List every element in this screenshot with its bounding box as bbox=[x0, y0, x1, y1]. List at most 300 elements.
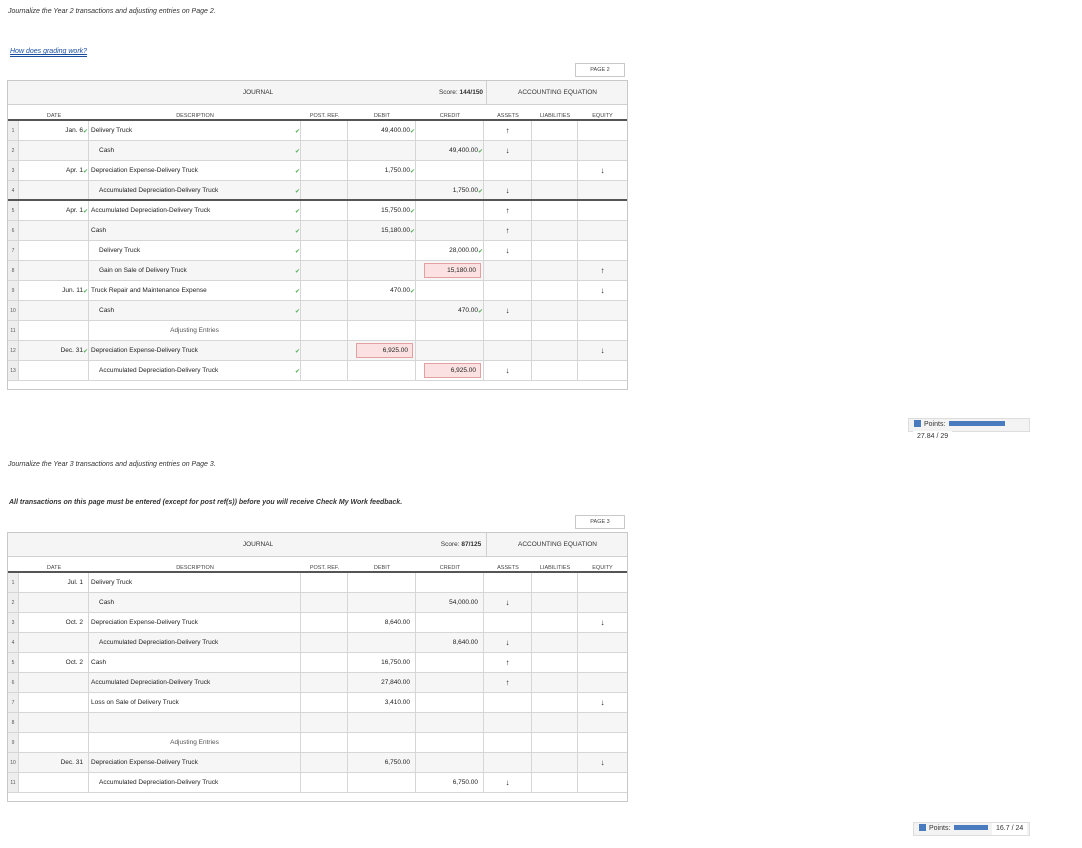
date-value: Dec. 31 bbox=[60, 759, 83, 766]
description-input[interactable] bbox=[89, 573, 301, 592]
date-value: Jan. 6 bbox=[65, 127, 83, 134]
debit-input[interactable] bbox=[348, 753, 416, 772]
assets-select[interactable] bbox=[484, 201, 532, 220]
credit-input[interactable] bbox=[416, 321, 484, 340]
row-number: 2 bbox=[8, 593, 19, 612]
date-input[interactable] bbox=[19, 593, 89, 612]
journal-row bbox=[8, 573, 627, 593]
description-input[interactable] bbox=[89, 241, 301, 260]
liabilities-select[interactable] bbox=[532, 713, 578, 732]
description-value: Adjusting Entries bbox=[170, 739, 219, 746]
description-value: Accumulated Depreciation-Delivery Truck bbox=[99, 639, 219, 646]
journal-row bbox=[8, 261, 627, 281]
description-input[interactable] bbox=[89, 713, 301, 732]
row-number: 12 bbox=[8, 341, 19, 360]
check-icon: ✔ bbox=[477, 249, 483, 255]
liabilities-select[interactable] bbox=[532, 733, 578, 752]
row-number: 6 bbox=[8, 221, 19, 240]
equity-select[interactable] bbox=[578, 753, 627, 772]
date-input[interactable] bbox=[19, 713, 89, 732]
post-ref-input[interactable] bbox=[301, 341, 348, 360]
description-input[interactable] bbox=[89, 301, 301, 320]
assets-select[interactable] bbox=[484, 613, 532, 632]
equity-select[interactable] bbox=[578, 161, 627, 180]
arrow-down-icon: ↓ bbox=[600, 166, 605, 175]
date-input[interactable] bbox=[19, 241, 89, 260]
journal-row bbox=[8, 141, 627, 161]
equity-select[interactable] bbox=[578, 221, 627, 240]
description-value: Cash bbox=[91, 659, 107, 666]
flag-icon bbox=[919, 824, 926, 831]
points-value: 16.7 / 24 bbox=[992, 823, 1027, 835]
debit-input[interactable] bbox=[348, 121, 416, 140]
date-input[interactable] bbox=[19, 653, 89, 672]
row-number: 9 bbox=[8, 281, 19, 300]
assets-select[interactable] bbox=[484, 573, 532, 592]
credit-input[interactable] bbox=[416, 201, 484, 220]
date-input[interactable] bbox=[19, 633, 89, 652]
post-ref-input[interactable] bbox=[301, 321, 348, 340]
equity-select[interactable] bbox=[578, 653, 627, 672]
equity-select[interactable] bbox=[578, 713, 627, 732]
arrow-down-icon: ↓ bbox=[505, 638, 510, 647]
assets-select[interactable] bbox=[484, 221, 532, 240]
check-icon: ✔ bbox=[294, 309, 300, 315]
check-icon: ✔ bbox=[294, 289, 300, 295]
description-input[interactable] bbox=[89, 221, 301, 240]
description-input[interactable] bbox=[89, 613, 301, 632]
debit-input[interactable] bbox=[348, 653, 416, 672]
credit-input[interactable] bbox=[416, 633, 484, 652]
date-value: Apr. 1 bbox=[66, 207, 83, 214]
description-value: Depreciation Expense-Delivery Truck bbox=[91, 619, 198, 626]
debit-input[interactable] bbox=[348, 361, 416, 380]
assets-select[interactable] bbox=[484, 693, 532, 712]
row-number: 11 bbox=[8, 773, 19, 792]
amount-value: 470.00 bbox=[390, 287, 410, 294]
debit-input[interactable] bbox=[348, 141, 416, 160]
row-number: 7 bbox=[8, 241, 19, 260]
liabilities-select[interactable] bbox=[532, 773, 578, 792]
journal-row bbox=[8, 301, 627, 321]
assets-select[interactable] bbox=[484, 713, 532, 732]
post-ref-input[interactable] bbox=[301, 673, 348, 692]
credit-input[interactable] bbox=[416, 733, 484, 752]
liabilities-select[interactable] bbox=[532, 241, 578, 260]
post-ref-input[interactable] bbox=[301, 573, 348, 592]
description-input[interactable] bbox=[89, 321, 301, 340]
post-ref-input[interactable] bbox=[301, 613, 348, 632]
check-icon: ✔ bbox=[82, 349, 88, 355]
assets-select[interactable] bbox=[484, 733, 532, 752]
equity-select[interactable] bbox=[578, 693, 627, 712]
equity-select[interactable] bbox=[578, 281, 627, 300]
check-icon: ✔ bbox=[294, 369, 300, 375]
assets-select[interactable] bbox=[484, 673, 532, 692]
debit-input[interactable] bbox=[348, 181, 416, 199]
credit-input[interactable] bbox=[416, 181, 484, 199]
post-ref-input[interactable] bbox=[301, 141, 348, 160]
assets-select[interactable] bbox=[484, 753, 532, 772]
date-input[interactable] bbox=[19, 773, 89, 792]
description-input[interactable] bbox=[89, 693, 301, 712]
credit-input[interactable] bbox=[416, 613, 484, 632]
journal-row bbox=[8, 221, 627, 241]
debit-input[interactable] bbox=[348, 281, 416, 300]
equity-select[interactable] bbox=[578, 573, 627, 592]
liabilities-select[interactable] bbox=[532, 281, 578, 300]
incorrect-entry[interactable]: 6,925.00 bbox=[424, 363, 481, 378]
description-input[interactable] bbox=[89, 653, 301, 672]
amount-value: 15,180.00 bbox=[381, 227, 410, 234]
row-number: 11 bbox=[8, 321, 19, 340]
liabilities-select[interactable] bbox=[532, 613, 578, 632]
description-value: Adjusting Entries bbox=[170, 327, 219, 334]
arrow-down-icon: ↓ bbox=[505, 186, 510, 195]
debit-input[interactable] bbox=[348, 613, 416, 632]
description-input[interactable] bbox=[89, 281, 301, 300]
date-input[interactable] bbox=[19, 121, 89, 140]
post-ref-input[interactable] bbox=[301, 633, 348, 652]
credit-input[interactable] bbox=[416, 693, 484, 712]
description-value: Accumulated Depreciation-Delivery Truck bbox=[99, 367, 219, 374]
description-input[interactable] bbox=[89, 201, 301, 220]
assets-select[interactable] bbox=[484, 341, 532, 360]
journal-page2 bbox=[7, 80, 628, 390]
post-ref-input[interactable] bbox=[301, 733, 348, 752]
check-icon: ✔ bbox=[294, 269, 300, 275]
score-label: Score: bbox=[438, 89, 458, 96]
credit-input[interactable] bbox=[416, 161, 484, 180]
equity-select[interactable] bbox=[578, 773, 627, 792]
incorrect-entry[interactable]: 6,925.00 bbox=[356, 343, 413, 358]
description-input[interactable] bbox=[89, 181, 301, 199]
equity-select[interactable] bbox=[578, 361, 627, 380]
check-icon: ✔ bbox=[294, 249, 300, 255]
incorrect-entry[interactable]: 15,180.00 bbox=[424, 263, 481, 278]
credit-input[interactable] bbox=[416, 653, 484, 672]
debit-input[interactable] bbox=[348, 733, 416, 752]
journal-row bbox=[8, 281, 627, 301]
credit-input[interactable] bbox=[416, 593, 484, 612]
date-input[interactable] bbox=[19, 361, 89, 380]
arrow-down-icon: ↓ bbox=[505, 246, 510, 255]
arrow-down-icon: ↓ bbox=[505, 146, 510, 155]
liabilities-select[interactable] bbox=[532, 261, 578, 280]
equity-select[interactable] bbox=[578, 341, 627, 360]
journal-page3 bbox=[7, 532, 628, 802]
post-ref-input[interactable] bbox=[301, 773, 348, 792]
post-ref-input[interactable] bbox=[301, 361, 348, 380]
journal-rows bbox=[8, 573, 627, 793]
journal-row bbox=[8, 753, 627, 773]
check-icon: ✔ bbox=[82, 169, 88, 175]
description-value: Cash bbox=[99, 307, 115, 314]
post-ref-input[interactable] bbox=[301, 261, 348, 280]
assets-select[interactable] bbox=[484, 653, 532, 672]
post-ref-input[interactable] bbox=[301, 281, 348, 300]
date-input[interactable] bbox=[19, 341, 89, 360]
debit-input[interactable] bbox=[348, 693, 416, 712]
date-input[interactable] bbox=[19, 693, 89, 712]
credit-input[interactable] bbox=[416, 753, 484, 772]
col-assets: ASSETS bbox=[497, 565, 519, 571]
assets-select[interactable] bbox=[484, 181, 532, 199]
row-number: 6 bbox=[8, 673, 19, 692]
equity-select[interactable] bbox=[578, 633, 627, 652]
row-number: 4 bbox=[8, 633, 19, 652]
arrow-up-icon: ↑ bbox=[505, 206, 510, 215]
equity-select[interactable] bbox=[578, 321, 627, 340]
liabilities-select[interactable] bbox=[532, 301, 578, 320]
grading-help-link[interactable]: How does grading work? bbox=[10, 48, 88, 55]
amount-value: 8,640.00 bbox=[384, 619, 410, 626]
credit-input[interactable] bbox=[416, 773, 484, 792]
date-input[interactable] bbox=[19, 573, 89, 592]
liabilities-select[interactable] bbox=[532, 141, 578, 160]
score-value: 144/150 bbox=[459, 89, 484, 96]
equity-select[interactable] bbox=[578, 593, 627, 612]
assets-select[interactable] bbox=[484, 241, 532, 260]
description-input[interactable] bbox=[89, 261, 301, 280]
liabilities-select[interactable] bbox=[532, 321, 578, 340]
description-value: Cash bbox=[91, 227, 107, 234]
post-ref-input[interactable] bbox=[301, 161, 348, 180]
arrow-down-icon: ↓ bbox=[600, 618, 605, 627]
check-icon: ✔ bbox=[82, 129, 88, 135]
post-ref-input[interactable] bbox=[301, 753, 348, 772]
description-input[interactable] bbox=[89, 121, 301, 140]
row-number: 3 bbox=[8, 161, 19, 180]
row-number: 1 bbox=[8, 121, 19, 140]
amount-value: 470.00 bbox=[458, 307, 478, 314]
liabilities-select[interactable] bbox=[532, 653, 578, 672]
post-ref-input[interactable] bbox=[301, 201, 348, 220]
col-post-ref: POST. REF. bbox=[309, 113, 340, 119]
description-input[interactable] bbox=[89, 593, 301, 612]
post-ref-input[interactable] bbox=[301, 301, 348, 320]
date-input[interactable] bbox=[19, 673, 89, 692]
debit-input[interactable] bbox=[348, 633, 416, 652]
description-value: Cash bbox=[99, 147, 115, 154]
description-value: Accumulated Depreciation-Delivery Truck bbox=[99, 187, 219, 194]
date-input[interactable] bbox=[19, 301, 89, 320]
assets-select[interactable] bbox=[484, 121, 532, 140]
credit-input[interactable] bbox=[416, 713, 484, 732]
credit-input[interactable] bbox=[416, 261, 484, 280]
description-input[interactable] bbox=[89, 361, 301, 380]
debit-input[interactable] bbox=[348, 341, 416, 360]
debit-input[interactable] bbox=[348, 161, 416, 180]
description-input[interactable] bbox=[89, 733, 301, 752]
credit-input[interactable] bbox=[416, 301, 484, 320]
description-input[interactable] bbox=[89, 341, 301, 360]
score-value: 87/125 bbox=[461, 541, 482, 548]
liabilities-select[interactable] bbox=[532, 593, 578, 612]
post-ref-input[interactable] bbox=[301, 121, 348, 140]
liabilities-select[interactable] bbox=[532, 121, 578, 140]
arrow-up-icon: ↑ bbox=[600, 266, 605, 275]
credit-input[interactable] bbox=[416, 221, 484, 240]
accounting-equation-header: ACCOUNTING EQUATION bbox=[486, 533, 628, 556]
debit-input[interactable] bbox=[348, 261, 416, 280]
description-value: Accumulated Depreciation-Delivery Truck bbox=[91, 207, 211, 214]
post-ref-input[interactable] bbox=[301, 221, 348, 240]
amount-value: 8,640.00 bbox=[452, 639, 478, 646]
col-description: DESCRIPTION bbox=[176, 565, 214, 571]
liabilities-select[interactable] bbox=[532, 221, 578, 240]
equity-select[interactable] bbox=[578, 201, 627, 220]
debit-input[interactable] bbox=[348, 773, 416, 792]
liabilities-select[interactable] bbox=[532, 753, 578, 772]
check-work-notice: All transactions on this page must be entered (except for post ref(s)) before you will receive Check My Work feedback. bbox=[9, 499, 403, 506]
debit-input[interactable] bbox=[348, 713, 416, 732]
credit-input[interactable] bbox=[416, 281, 484, 300]
description-input[interactable] bbox=[89, 773, 301, 792]
description-value: Delivery Truck bbox=[91, 127, 133, 134]
equity-select[interactable] bbox=[578, 261, 627, 280]
points-value: 27.84 / 29 bbox=[913, 431, 952, 443]
assets-select[interactable] bbox=[484, 161, 532, 180]
page2-label: PAGE 2 bbox=[575, 63, 625, 77]
equity-select[interactable] bbox=[578, 613, 627, 632]
credit-input[interactable] bbox=[416, 241, 484, 260]
check-icon: ✔ bbox=[294, 189, 300, 195]
equity-select[interactable] bbox=[578, 301, 627, 320]
check-icon: ✔ bbox=[477, 189, 483, 195]
liabilities-select[interactable] bbox=[532, 181, 578, 199]
date-input[interactable] bbox=[19, 261, 89, 280]
credit-input[interactable] bbox=[416, 121, 484, 140]
assets-select[interactable] bbox=[484, 301, 532, 320]
date-input[interactable] bbox=[19, 281, 89, 300]
date-input[interactable] bbox=[19, 201, 89, 220]
accounting-equation-header: ACCOUNTING EQUATION bbox=[486, 81, 628, 104]
equity-select[interactable] bbox=[578, 141, 627, 160]
credit-input[interactable] bbox=[416, 341, 484, 360]
post-ref-input[interactable] bbox=[301, 653, 348, 672]
liabilities-select[interactable] bbox=[532, 573, 578, 592]
points-label: Points: bbox=[929, 825, 951, 832]
arrow-down-icon: ↓ bbox=[600, 346, 605, 355]
debit-input[interactable] bbox=[348, 321, 416, 340]
date-input[interactable] bbox=[19, 141, 89, 160]
assets-select[interactable] bbox=[484, 773, 532, 792]
check-icon: ✔ bbox=[294, 149, 300, 155]
date-value: Dec. 31 bbox=[60, 347, 83, 354]
liabilities-select[interactable] bbox=[532, 633, 578, 652]
equity-select[interactable] bbox=[578, 121, 627, 140]
debit-input[interactable] bbox=[348, 593, 416, 612]
check-icon: ✔ bbox=[409, 209, 415, 215]
debit-input[interactable] bbox=[348, 301, 416, 320]
date-input[interactable] bbox=[19, 221, 89, 240]
arrow-down-icon: ↓ bbox=[600, 758, 605, 767]
assets-select[interactable] bbox=[484, 281, 532, 300]
date-input[interactable] bbox=[19, 321, 89, 340]
debit-input[interactable] bbox=[348, 673, 416, 692]
credit-input[interactable] bbox=[416, 361, 484, 380]
check-icon: ✔ bbox=[409, 289, 415, 295]
date-input[interactable] bbox=[19, 181, 89, 199]
col-credit: CREDIT bbox=[439, 565, 461, 571]
assets-select[interactable] bbox=[484, 633, 532, 652]
liabilities-select[interactable] bbox=[532, 673, 578, 692]
description-input[interactable] bbox=[89, 141, 301, 160]
post-ref-input[interactable] bbox=[301, 593, 348, 612]
amount-value: 27,840.00 bbox=[381, 679, 410, 686]
post-ref-input[interactable] bbox=[301, 181, 348, 199]
liabilities-select[interactable] bbox=[532, 341, 578, 360]
assets-select[interactable] bbox=[484, 141, 532, 160]
equity-select[interactable] bbox=[578, 241, 627, 260]
assets-select[interactable] bbox=[484, 593, 532, 612]
assets-select[interactable] bbox=[484, 261, 532, 280]
date-value: Oct. 2 bbox=[65, 619, 83, 626]
assets-select[interactable] bbox=[484, 321, 532, 340]
col-debit: DEBIT bbox=[373, 565, 391, 571]
assets-select[interactable] bbox=[484, 361, 532, 380]
debit-input[interactable] bbox=[348, 201, 416, 220]
check-icon: ✔ bbox=[294, 229, 300, 235]
debit-input[interactable] bbox=[348, 573, 416, 592]
arrow-up-icon: ↑ bbox=[505, 226, 510, 235]
debit-input[interactable] bbox=[348, 241, 416, 260]
amount-value: 16,750.00 bbox=[381, 659, 410, 666]
liabilities-select[interactable] bbox=[532, 693, 578, 712]
liabilities-select[interactable] bbox=[532, 201, 578, 220]
credit-input[interactable] bbox=[416, 673, 484, 692]
col-post-ref: POST. REF. bbox=[309, 565, 340, 571]
row-number: 8 bbox=[8, 713, 19, 732]
description-input[interactable] bbox=[89, 753, 301, 772]
check-icon: ✔ bbox=[294, 349, 300, 355]
check-icon: ✔ bbox=[294, 209, 300, 215]
amount-value: 15,750.00 bbox=[381, 207, 410, 214]
description-value: Accumulated Depreciation-Delivery Truck bbox=[99, 779, 219, 786]
debit-input[interactable] bbox=[348, 221, 416, 240]
credit-input[interactable] bbox=[416, 573, 484, 592]
col-debit: DEBIT bbox=[373, 113, 391, 119]
post-ref-input[interactable] bbox=[301, 713, 348, 732]
equity-select[interactable] bbox=[578, 733, 627, 752]
points-label: Points: bbox=[924, 421, 946, 428]
post-ref-input[interactable] bbox=[301, 241, 348, 260]
journal-row bbox=[8, 241, 627, 261]
journal-row bbox=[8, 633, 627, 653]
date-input[interactable] bbox=[19, 753, 89, 772]
description-input[interactable] bbox=[89, 673, 301, 692]
equity-select[interactable] bbox=[578, 673, 627, 692]
arrow-up-icon: ↑ bbox=[505, 658, 510, 667]
liabilities-select[interactable] bbox=[532, 361, 578, 380]
description-value: Cash bbox=[99, 599, 115, 606]
date-input[interactable] bbox=[19, 733, 89, 752]
post-ref-input[interactable] bbox=[301, 693, 348, 712]
date-input[interactable] bbox=[19, 613, 89, 632]
credit-input[interactable] bbox=[416, 141, 484, 160]
equity-select[interactable] bbox=[578, 181, 627, 199]
amount-value: 54,000.00 bbox=[449, 599, 478, 606]
date-input[interactable] bbox=[19, 161, 89, 180]
journal-title: JOURNAL bbox=[242, 89, 274, 96]
row-number: 3 bbox=[8, 613, 19, 632]
description-input[interactable] bbox=[89, 161, 301, 180]
liabilities-select[interactable] bbox=[532, 161, 578, 180]
arrow-up-icon: ↑ bbox=[505, 126, 510, 135]
points-page2 bbox=[908, 418, 1030, 440]
description-input[interactable] bbox=[89, 633, 301, 652]
